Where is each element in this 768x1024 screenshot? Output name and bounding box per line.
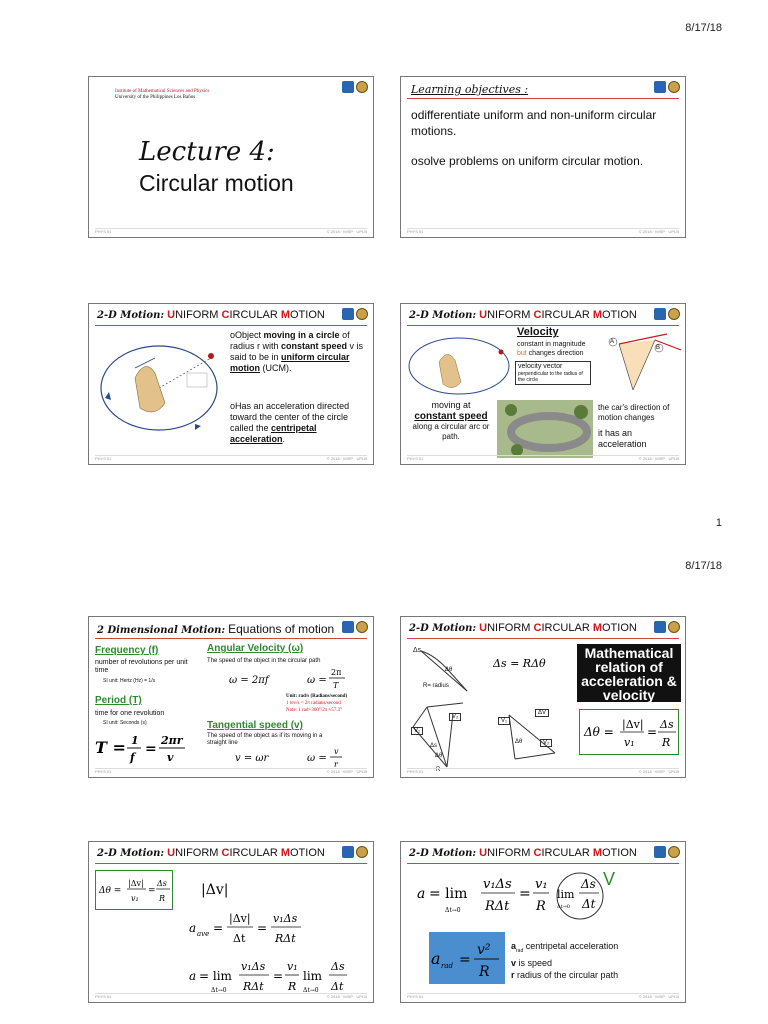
magnitude-dv	[189, 876, 249, 902]
svg-text:f: f	[130, 751, 135, 764]
title-rule	[95, 638, 367, 639]
velocity-vector-diagram	[593, 330, 685, 396]
svg-text:Δt→0: Δt→0	[557, 904, 570, 910]
svg-text:=: =	[257, 921, 268, 935]
slide-header: 2-D Motion: UNIFORM CIRCULAR MOTION	[97, 847, 325, 859]
frequency-desc: number of revolutions per unit time	[95, 659, 188, 674]
dtheta-label-2: Δθ	[435, 753, 443, 759]
svg-text:v₁Δs: v₁Δs	[483, 877, 512, 892]
svg-text:Δs: Δs	[581, 877, 596, 891]
title-rule	[407, 98, 679, 99]
svg-text:=: =	[145, 741, 157, 757]
svg-text:Δt→0: Δt→0	[211, 987, 227, 994]
institute-name: Institute of Mathematical Sciences and Physics	[115, 89, 210, 94]
svg-text:a: a	[431, 949, 441, 968]
svg-text:Δt→0: Δt→0	[303, 987, 319, 994]
slide-footer: PHYS 51 © 2018 · IMSP · UPLB	[95, 229, 367, 234]
svg-text:ω =: ω =	[307, 753, 327, 764]
university-name: University of the Philippines Los Baños	[115, 95, 196, 100]
velocity-heading: Velocity	[517, 326, 559, 338]
svg-text:=: =	[459, 952, 471, 968]
uplb-logo-icon	[342, 621, 354, 633]
svg-text:Δs = RΔθ: Δs = RΔθ	[493, 657, 546, 670]
svg-text:|Δv|: |Δv|	[201, 882, 229, 898]
imsp-seal-icon	[668, 621, 680, 633]
svg-text:R: R	[536, 899, 546, 914]
objective-item: osolve problems on uniform circular motion.	[411, 154, 644, 168]
svg-text:T =: T =	[95, 738, 126, 757]
slide-ucm-velocity	[400, 303, 686, 465]
tangential-speed-desc: The speed of the object as if its moving in a straight line	[207, 733, 323, 746]
slide-title	[88, 76, 374, 238]
slide-header: 2-D Motion: UNIFORM CIRCULAR MOTION	[409, 309, 637, 321]
svg-text:lim: lim	[557, 888, 575, 901]
slide-title-text: Learning objectives :	[411, 83, 529, 96]
lecture-number: Lecture 4:	[139, 137, 275, 167]
ds-label: Δs	[413, 647, 422, 654]
svg-text:2πr: 2πr	[161, 734, 183, 747]
svg-text:Δs: Δs	[331, 960, 345, 973]
delta-theta-box	[95, 870, 173, 910]
circular-motion-diagram	[95, 328, 225, 458]
radius-label: R= radius	[423, 683, 449, 689]
svg-text:Δs: Δs	[660, 718, 674, 731]
logos	[654, 308, 680, 320]
uplb-logo-icon	[342, 81, 354, 93]
delta-theta-formula	[96, 871, 174, 909]
title-rule	[407, 863, 679, 864]
road-photo	[497, 400, 593, 458]
page-date: 8/17/18	[685, 22, 722, 34]
svg-text:= lim: = lim	[199, 969, 232, 983]
dtheta-label-3: Δθ	[515, 739, 523, 745]
logos	[654, 621, 680, 633]
institute-block	[115, 89, 209, 101]
delta-theta-formula	[580, 710, 680, 754]
svg-text:v²: v²	[477, 942, 491, 958]
v1-label-2: V₁	[498, 717, 510, 725]
svg-text:v₁: v₁	[131, 894, 139, 903]
slide-footer: PHYS 51 © 2018 · IMSP · UPLB	[407, 456, 679, 461]
svg-text:Δs: Δs	[157, 879, 167, 888]
uplb-logo-icon	[654, 846, 666, 858]
uplb-logo-icon	[654, 621, 666, 633]
svg-text:R: R	[479, 964, 490, 980]
imsp-seal-icon	[356, 846, 368, 858]
logos	[342, 81, 368, 93]
title-rule	[95, 325, 367, 326]
slide-header: 2 Dimensional Motion: Equations of motion	[97, 622, 335, 636]
svg-text:=: =	[519, 886, 531, 902]
svg-text:|Δv|: |Δv|	[622, 718, 644, 731]
svg-text:=: =	[148, 886, 156, 896]
svg-text:=: =	[647, 725, 658, 739]
imsp-seal-icon	[356, 308, 368, 320]
ds-formula	[493, 651, 573, 675]
angular-velocity-title: Angular Velocity (ω)	[207, 643, 304, 654]
svg-text:a: a	[417, 886, 426, 902]
dv-label: ΔV	[535, 709, 549, 717]
v2-label: V₂	[449, 713, 461, 721]
svg-text:R: R	[662, 736, 671, 749]
period-desc: time for one revolution	[95, 710, 165, 717]
svg-text:Δt: Δt	[233, 932, 246, 945]
svg-text:1: 1	[131, 734, 139, 747]
svg-text:|Δv|: |Δv|	[128, 879, 144, 888]
svg-text:v₁: v₁	[624, 736, 635, 749]
dtheta-label: Δθ	[445, 667, 453, 673]
page-date-2: 8/17/18	[685, 560, 722, 572]
v1-label: V₁	[411, 727, 423, 735]
uplb-logo-icon	[654, 308, 666, 320]
svg-text:a: a	[189, 921, 197, 935]
lecture-topic: Circular motion	[139, 170, 294, 196]
slide-footer: PHYS 51 © 2018 · IMSP · UPLB	[407, 769, 679, 774]
centripetal-definition: oHas an acceleration directed toward the center of the circle called the centripetal acceleration.	[230, 401, 350, 444]
svg-text:v₁: v₁	[287, 960, 298, 973]
logos	[654, 81, 680, 93]
ucm-definition: oObject moving in a circle of radius r with constant speed v is said to be in uniform circular motion (UCM).	[230, 330, 364, 373]
svg-text:Δθ =: Δθ =	[584, 725, 614, 739]
svg-text:= lim: = lim	[429, 886, 468, 902]
arad-legend: $a_{rad}$ centripetal acceleration v is speed r radius of the circular path	[511, 941, 619, 980]
imsp-seal-icon	[668, 308, 680, 320]
velocity-vector-box: velocity vector perpendicular to the radius of the circle	[515, 361, 591, 385]
page-number: 1	[715, 517, 722, 529]
period-unit: SI unit: Seconds (s)	[103, 720, 147, 726]
period-title: Period (T)	[95, 695, 142, 706]
logos	[342, 308, 368, 320]
svg-text:RΔt: RΔt	[485, 899, 510, 914]
svg-text:v = ωr: v = ωr	[235, 753, 269, 764]
svg-text:RΔt: RΔt	[275, 932, 296, 945]
svg-text:v₁Δs: v₁Δs	[273, 912, 298, 925]
acceleration-derivation	[189, 904, 359, 998]
uplb-logo-icon	[342, 846, 354, 858]
frequency-unit: SI unit: Hertz (Hz) = 1/s	[103, 678, 156, 684]
slide-footer: PHYS 51 © 2018 · IMSP · UPLB	[407, 229, 679, 234]
svg-text:2π: 2π	[331, 668, 342, 677]
svg-text:=: =	[213, 921, 224, 935]
svg-text:Δt→0: Δt→0	[445, 907, 461, 914]
arad-formula	[429, 932, 505, 984]
logos	[342, 846, 368, 858]
svg-text:Δt: Δt	[331, 980, 344, 993]
svg-text:RΔt: RΔt	[243, 980, 264, 993]
logos	[342, 621, 368, 633]
objective-item: odifferentiate uniform and non-uniform circular motions.	[411, 108, 657, 138]
uplb-logo-icon	[654, 81, 666, 93]
v-mark: V	[603, 869, 616, 889]
r-label: R	[436, 767, 441, 773]
slide-centripetal	[400, 841, 686, 1003]
svg-text:v₁: v₁	[535, 877, 548, 892]
v2-label-2: V₂	[540, 739, 552, 747]
svg-text:|Δv|: |Δv|	[229, 912, 251, 925]
tangential-speed-title: Tangential speed (v)	[207, 720, 303, 731]
svg-text:=: =	[273, 969, 284, 983]
svg-text:a: a	[189, 969, 197, 983]
slide-footer: PHYS 51 © 2018 · IMSP · UPLB	[95, 994, 367, 999]
svg-text:R: R	[159, 894, 166, 903]
acceleration-text: it has an acceleration	[598, 428, 647, 449]
angular-velocity-unit: Unit: rad/s (Radians/second) 1 rev/s = 2π radians/second Note: 1 rad=360°/2π ≈57.3°	[286, 694, 348, 713]
moving-text: moving at constant speed along a circular arc or path.	[412, 400, 490, 441]
frequency-title: Frequency (f)	[95, 645, 159, 656]
slide-header: 2-D Motion: UNIFORM CIRCULAR MOTION	[409, 847, 637, 859]
slide-footer: PHYS 51 © 2018 · IMSP · UPLB	[95, 769, 367, 774]
point-b-label: B	[656, 345, 661, 351]
slide-equations	[88, 616, 374, 778]
svg-text:Δt: Δt	[582, 897, 596, 911]
imsp-seal-icon	[356, 621, 368, 633]
svg-text:lim: lim	[303, 969, 323, 983]
imsp-seal-icon	[668, 846, 680, 858]
car-direction-text: the car's direction of motion changes	[598, 403, 670, 422]
svg-text:rad: rad	[441, 962, 454, 970]
slide-derivation	[88, 841, 374, 1003]
svg-text:v₁Δs: v₁Δs	[241, 960, 266, 973]
angular-velocity-formula	[229, 665, 369, 693]
imsp-seal-icon	[668, 81, 680, 93]
title-rule	[95, 863, 367, 864]
svg-text:ave: ave	[197, 930, 210, 938]
slide-header: 2-D Motion: UNIFORM CIRCULAR MOTION	[409, 622, 637, 634]
svg-text:ω = 2πf: ω = 2πf	[229, 675, 269, 686]
limit-formula	[417, 868, 617, 928]
svg-text:ω =: ω =	[307, 675, 327, 686]
slide-learning-objectives	[400, 76, 686, 238]
svg-text:v: v	[334, 747, 339, 756]
svg-text:Δθ =: Δθ =	[99, 886, 122, 896]
arad-formula-box	[429, 932, 505, 984]
point-a-label: A	[610, 339, 615, 345]
triangle-diagram-2	[493, 707, 575, 767]
period-formula	[95, 731, 199, 770]
slide-footer: PHYS 51 © 2018 · IMSP · UPLB	[407, 994, 679, 999]
orbit-diagram	[405, 330, 515, 400]
svg-text:T: T	[333, 681, 339, 690]
slide-footer: PHYS 51 © 2018 · IMSP · UPLB	[95, 456, 367, 461]
title-rule	[407, 638, 679, 639]
ds-label-2: Δs	[430, 743, 438, 749]
svg-text:v: v	[167, 751, 174, 764]
velocity-desc: constant in magnitude but changes direction	[517, 341, 586, 357]
svg-text:R: R	[288, 980, 297, 993]
svg-text:r: r	[334, 760, 338, 769]
relation-box: Mathematical relation of acceleration & velocity	[577, 644, 681, 702]
uplb-logo-icon	[342, 308, 354, 320]
slide-header: 2-D Motion: UNIFORM CIRCULAR MOTION	[97, 309, 325, 321]
delta-theta-box	[579, 709, 679, 755]
slide-math-relation	[400, 616, 686, 778]
imsp-seal-icon	[356, 81, 368, 93]
slide-ucm-intro	[88, 303, 374, 465]
angular-velocity-desc: The speed of the object in the circular path	[207, 658, 321, 664]
logos	[654, 846, 680, 858]
